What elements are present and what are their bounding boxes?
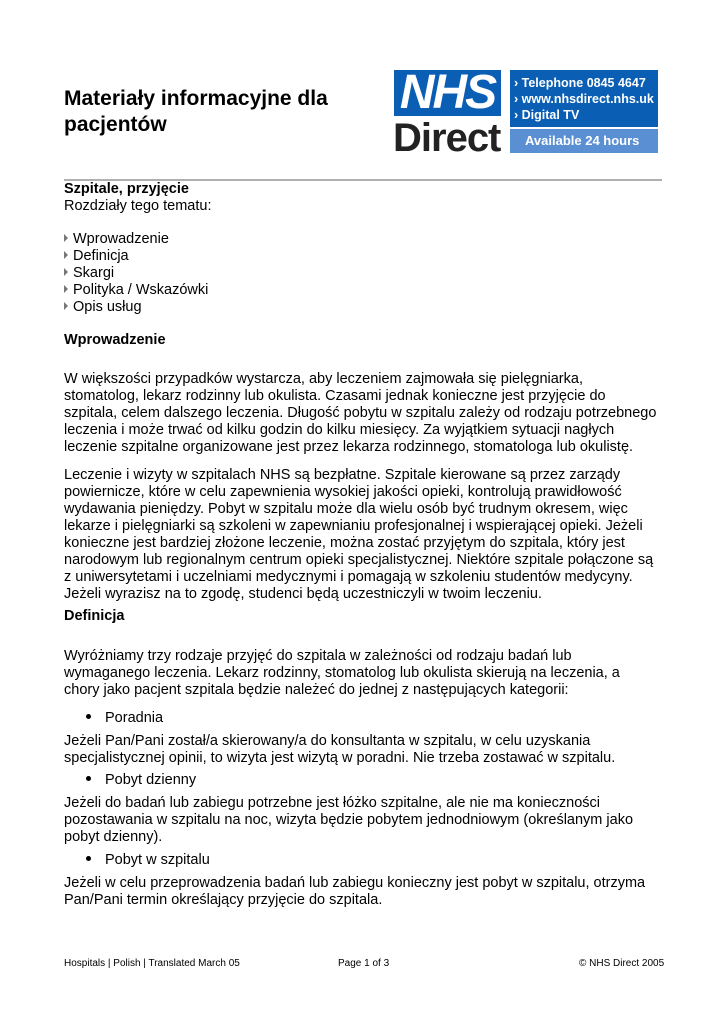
title-line-2: pacjentów xyxy=(64,113,167,136)
contact-telephone: › Telephone 0845 4647 xyxy=(514,76,646,90)
definition-paragraph: Wyróżniamy trzy rodzaje przyjęć do szpitala w zależności od rodzaju badań lub wymaganego leczenia. Lekarz rodzinny, stomatolog lub okulista skierują na leczenia, a chory jako pacjent szpitala będzie należeć do jednej z następujących kategorii: xyxy=(64,648,620,698)
nhs-logo xyxy=(394,66,501,119)
inpatient-description: Jeżeli w celu przeprowadzenia badań lub zabiegu konieczny jest pobyt w szpitalu, otrzyma Pan/Pani termin określający przyjęcie do szpitala. xyxy=(64,875,646,908)
toc-item-services[interactable]: Opis usług xyxy=(64,299,142,316)
contact-panel xyxy=(510,70,658,127)
bullet-dot-icon xyxy=(86,856,91,861)
outpatient-description: Jeżeli Pan/Pani został/a skierowany/a do konsultanta w szpitalu, w celu uzyskania specjalistycznej opinii, to wizyta jest wizytą w poradni. Nie trzeba zostawać w szpitalu. xyxy=(64,733,616,766)
bullet-day-case: Pobyt dzienny xyxy=(86,772,196,789)
availability-text: Available 24 hours xyxy=(525,133,640,148)
contact-digital-tv: › Digital TV xyxy=(514,108,580,122)
intro-paragraph-2: Leczenie i wizyty w szpitalach NHS są bezpłatne. Szpitale kierowane są przez zarządy powiernicze, które w celu zapewnienia wysokiej jakości opieki, kontrolują prawidłowość wydawania pieniędzy. Pobyt w szpitalu może dla wielu osób być trudnym okresem, więc lekarze i pielęgniarki są szkoleni w zapewnianiu profesjonalnej i wspierającej opieki. Jeżeli konieczne jest bardziej złożone leczenie, można zostać przyjętym do szpitala, który jest narodowym lub regionalnym centrum opieki specjalistycznej. Niektóre szpitale połączone są z uniwersytetami i uczelniami medycznymi i pomagają w szkoleniu studentów medycyny. Jeżeli wyrazisz na to zgodę, studenci będą uczestniczyli w twoim leczeniu. xyxy=(64,467,654,602)
bullet-inpatient: Pobyt w szpitalu xyxy=(86,852,210,869)
contact-website: › www.nhsdirect.nhs.uk xyxy=(514,92,654,106)
footer-copyright: © NHS Direct 2005 xyxy=(579,958,665,969)
document-title xyxy=(64,86,364,138)
nhs-logo-text: NHS xyxy=(399,66,496,119)
arrow-right-icon xyxy=(64,268,68,276)
heading-introduction: Wprowadzenie xyxy=(64,332,166,348)
availability-banner xyxy=(510,129,658,153)
toc-item-complaints[interactable]: Skargi xyxy=(64,265,114,282)
arrow-right-icon xyxy=(64,285,68,293)
toc-item-policy[interactable]: Polityka / Wskazówki xyxy=(64,282,208,299)
toc-item-definition[interactable]: Definicja xyxy=(64,248,129,265)
footer-page-number: Page 1 of 3 xyxy=(338,958,390,969)
toc-item-intro[interactable]: Wprowadzenie xyxy=(64,231,169,248)
section-subtitle: Rozdziały tego tematu: xyxy=(64,198,212,214)
direct-logo-text: Direct xyxy=(393,116,501,160)
bullet-outpatient: Poradnia xyxy=(86,710,163,727)
bullet-dot-icon xyxy=(86,776,91,781)
arrow-right-icon xyxy=(64,234,68,242)
title-line-1: Materiały informacyjne dla xyxy=(64,87,328,110)
arrow-right-icon xyxy=(64,302,68,310)
section-title: Szpitale, przyjęcie xyxy=(64,181,189,197)
arrow-right-icon xyxy=(64,251,68,259)
day-case-description: Jeżeli do badań lub zabiegu potrzebne jest łóżko szpitalne, ale nie ma konieczności pozostawania w szpitalu na noc, wizyta będzie pobytem jednodniowym (określanym jako pobyt dzienny). xyxy=(64,795,634,845)
heading-definition: Definicja xyxy=(64,608,125,624)
bullet-dot-icon xyxy=(86,714,91,719)
footer-left: Hospitals | Polish | Translated March 05 xyxy=(64,958,240,969)
intro-paragraph-1: W większości przypadków wystarcza, aby leczeniem zajmowała się pielęgniarka, stomatolog, lekarz rodzinny lub okulista. Czasami jednak konieczne jest przyjęcie do szpitala, celem dalszego leczenia. Długość pobytu w szpitalu zależy od rodzaju potrzebnego leczenia i może trwać od kilku godzin do kilku miesięcy. Za wyjątkiem sytuacji nagłych leczenie szpitalne organizowane jest przez lekarza rodzinnego, stomatologa lub okulistę. xyxy=(64,371,657,455)
